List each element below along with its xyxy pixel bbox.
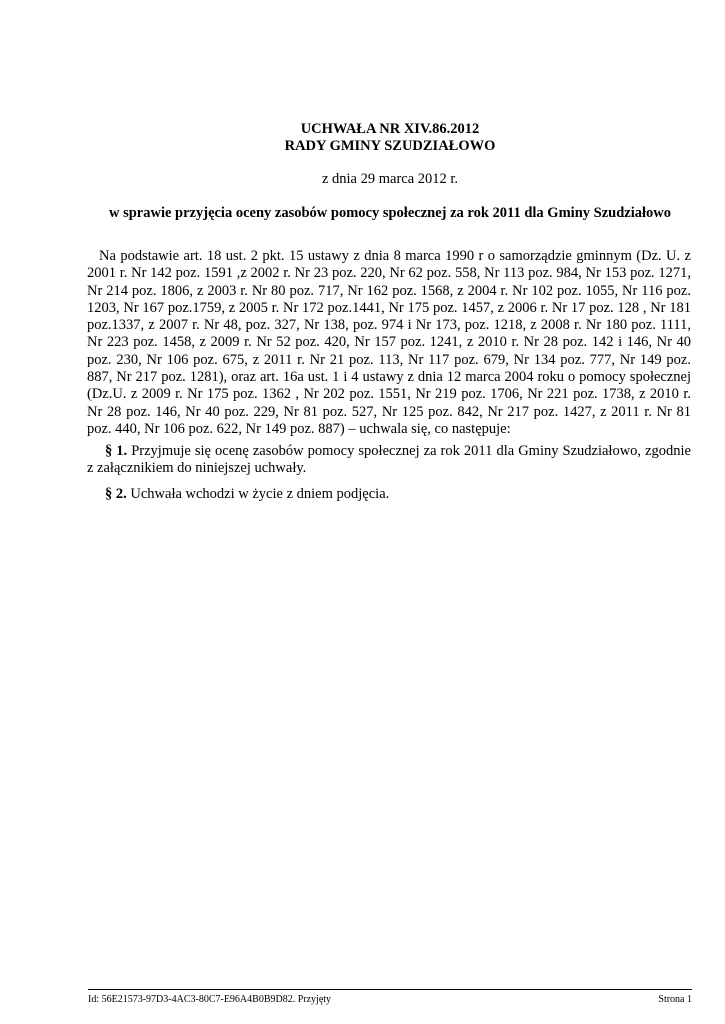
section-1-paragraph (87, 443, 691, 478)
resolution-subject: w sprawie przyjęcia oceny zasobów pomocy społecznej za rok 2011 dla Gminy Szudziałowo (109, 205, 671, 221)
document-id: Id: 56E21573-97D3-4AC3-80C7-E96A4B0B9D82. Przyjęty (88, 994, 332, 1005)
section-1-number: § 1. (105, 443, 128, 459)
section-1-text: Przyjmuje się ocenę zasobów pomocy społecznej za rok 2011 dla Gminy Szudziałowo, zgodnie z załącznikiem do niniejszej uchwały. (87, 443, 691, 477)
section-2-text: Uchwała wchodzi w życie z dniem podjęcia. (130, 486, 390, 502)
council-name-title: RADY GMINY SZUDZIAŁOWO (284, 138, 496, 154)
footer-divider (88, 989, 692, 990)
resolution-date: z dnia 29 marca 2012 r. (321, 171, 459, 187)
section-2-number: § 2. (105, 486, 127, 502)
section-2-paragraph (87, 486, 691, 503)
resolution-number-title: UCHWAŁA NR XIV.86.2012 (300, 121, 480, 137)
legal-basis-preamble: Na podstawie art. 18 ust. 2 pkt. 15 ustawy z dnia 8 marca 1990 r o samorządzie gminnym (Dz. U. z 2001 r. Nr 142 poz. 1591 ,z 2002 r. Nr 23 poz. 220, Nr 62 poz. 558, Nr 113 poz. 984, Nr 153 poz. 1271, Nr 214 poz. 1806, z 2003 r. Nr 80 poz. 717, Nr 162 poz. 1568, z 2004 r. Nr 102 poz. 1055, Nr 116 poz. 1203, Nr 167 poz.1759, z 2005 r. Nr 172 poz.1441, Nr 175 poz. 1457, z 2006 r. Nr 17 poz. 128 , Nr 181 poz.1337, z 2007 r. Nr 48, poz. 327, Nr 138, poz. 974 i Nr 173, poz. 1218, z 2008 r. Nr 180 poz. 1111, Nr 223 poz. 1458, z 2009 r. Nr 52 poz. 420, Nr 157 poz. 1241, z 2010 r. Nr 28 poz. 142 i 146, Nr 40 poz. 230, Nr 106 poz. 675, z 2011 r. Nr 21 poz. 113, Nr 117 poz. 679, Nr 134 poz. 777, Nr 149 poz. 887, Nr 217 poz. 1281), oraz art. 16a ust. 1 i 4 ustawy z dnia 12 marca 2004 roku o pomocy społecznej (Dz.U. z 2009 r. Nr 175 poz. 1362 , Nr 202 poz. 1551, Nr 219 poz. 1706, Nr 221 poz. 1738, z 2010 r. Nr 28 poz. 146, Nr 40 poz. 229, Nr 81 poz. 527, Nr 125 poz. 842, Nr 217 poz. 1427, z 2011 r. Nr 81 poz. 440, Nr 106 poz. 622, Nr 149 poz. 887) – uchwala się, co następuje: (87, 248, 691, 437)
page-number: Strona 1 (658, 994, 692, 1005)
